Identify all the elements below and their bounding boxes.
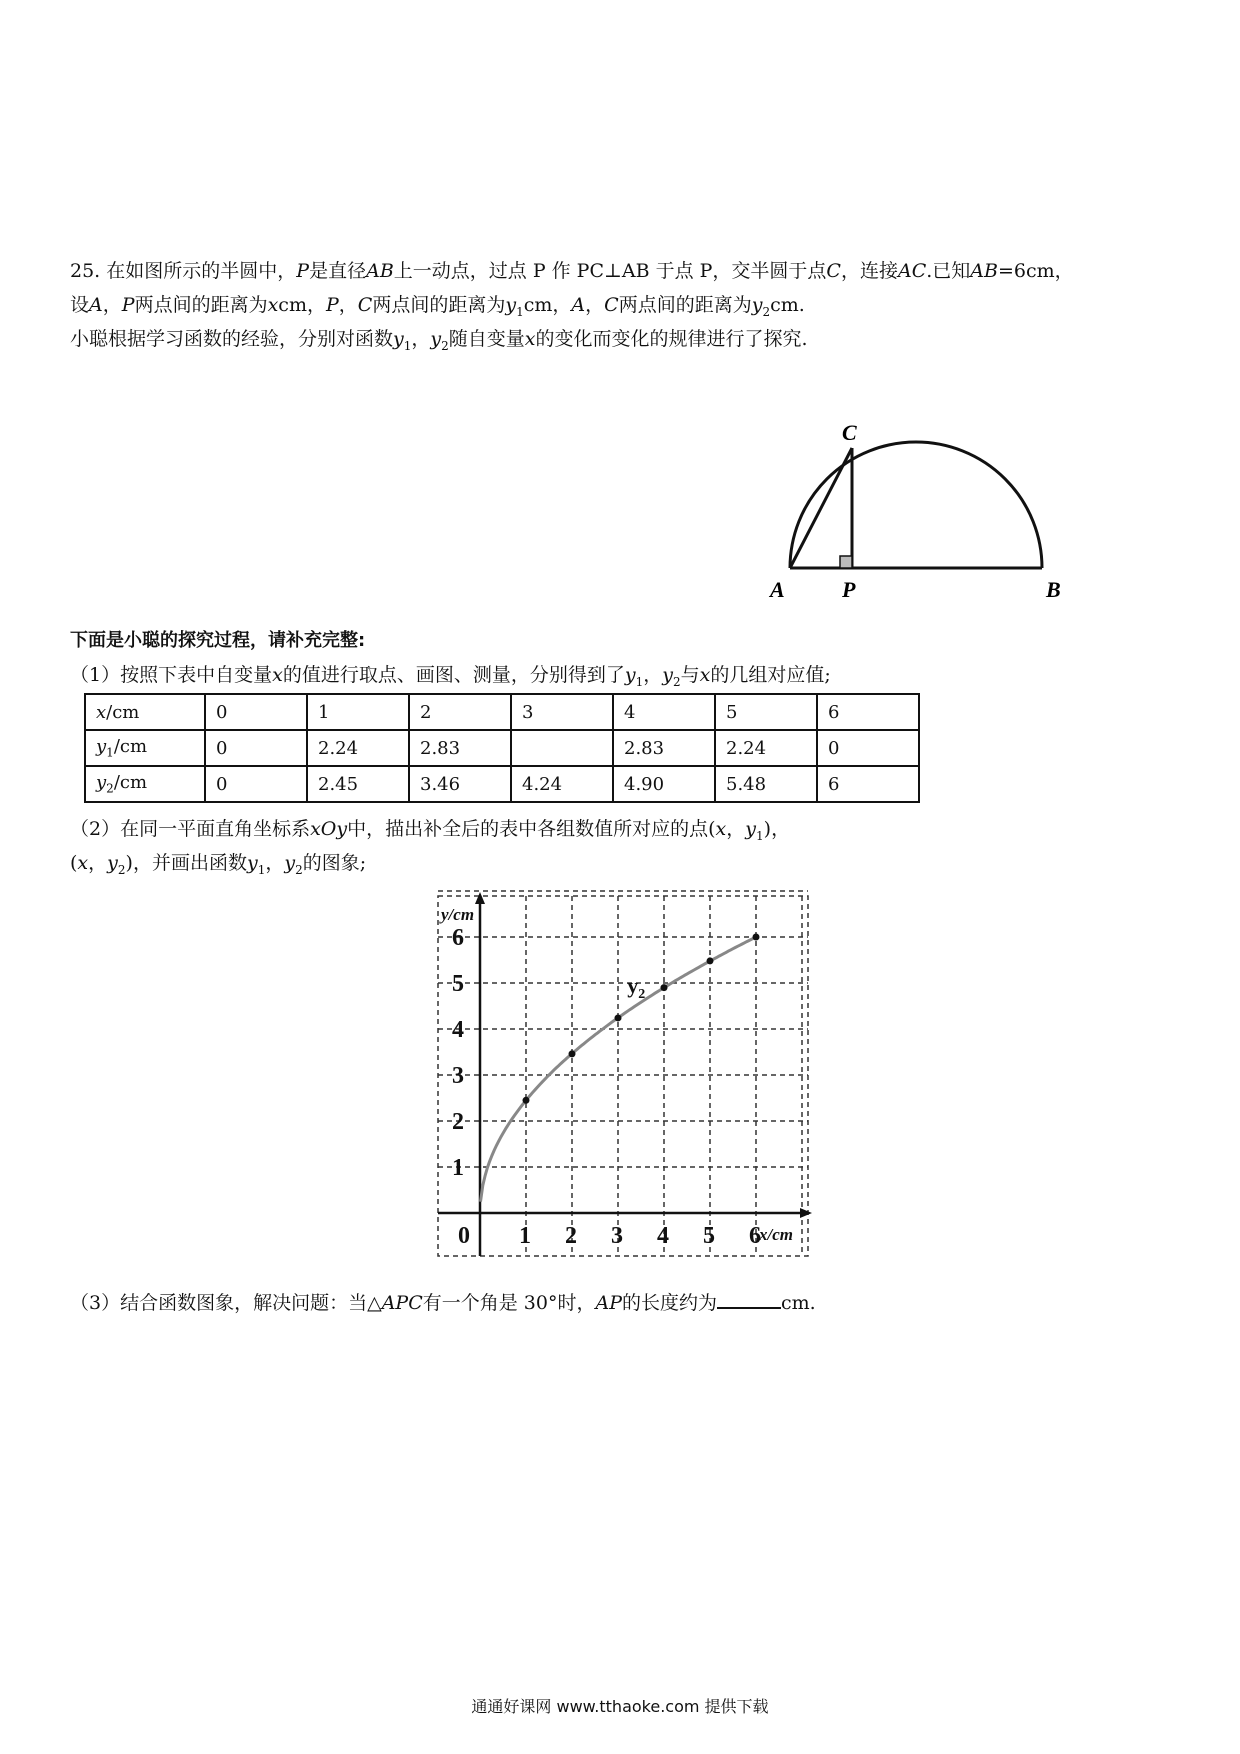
x-axis-label: x/cm	[759, 1225, 793, 1244]
part2-text-line1: （2）在同一平面直角坐标系xOy中，描出补全后的表中各组数值所对应的点(x，$y_1$)，	[70, 818, 791, 843]
table-cell: 3.46	[409, 766, 511, 802]
label-P: P	[842, 577, 856, 602]
y-tick-label: 4	[452, 1017, 464, 1043]
table-row-y2	[85, 766, 919, 802]
label-A: A	[770, 577, 785, 602]
x-tick-label: 6	[749, 1223, 761, 1249]
table-cell: 2.45	[307, 766, 409, 802]
x-tick-label: 2	[565, 1223, 577, 1249]
data-point	[523, 1097, 530, 1104]
table-cell: 0	[817, 730, 919, 766]
part3-text: （3）结合函数图象，解决问题：当△APC有一个角是 30°时，AP的长度约为 cm.	[70, 1288, 816, 1315]
table-cell: 2.83	[409, 730, 511, 766]
table-cell: 6	[817, 694, 919, 730]
x-tick-label: 5	[703, 1223, 715, 1249]
table-cell: 4.90	[613, 766, 715, 802]
table-cell: 2	[409, 694, 511, 730]
label-C: C	[842, 420, 857, 445]
section-heading: 下面是小聪的探究过程，请补充完整:	[70, 630, 366, 651]
table-cell: 3	[511, 694, 613, 730]
x-tick-label: 1	[519, 1223, 531, 1249]
y-tick-label: 2	[452, 1109, 464, 1135]
semicircle-figure	[750, 420, 1090, 610]
y-axis-arrow	[475, 892, 485, 904]
table-cell: 2.83	[613, 730, 715, 766]
grid-frame	[438, 896, 808, 1256]
data-point	[569, 1050, 576, 1057]
y-tick-label: 1	[452, 1155, 464, 1181]
semicircle-arc	[790, 442, 1042, 568]
x-tick-label: 4	[657, 1223, 669, 1249]
x-axis-arrow	[800, 1208, 812, 1218]
table-cell: 0	[205, 730, 307, 766]
series-label-y2: $y_2$	[627, 973, 646, 1002]
series-label-subscript: 2	[638, 987, 646, 1002]
y-tick-label: 3	[452, 1063, 464, 1089]
x-tick-label: 3	[611, 1223, 623, 1249]
table-cell: 2.24	[307, 730, 409, 766]
data-point	[661, 984, 668, 991]
y-axis-label: y/cm	[441, 905, 475, 924]
table-cell: 5	[715, 694, 817, 730]
table-cell: 0	[205, 766, 307, 802]
table-cell-blank	[511, 730, 613, 766]
table-row-y1	[85, 730, 919, 766]
part1-text: （1）按照下表中自变量x的值进行取点、画图、测量，分别得到了$y_1$，$y_2$与x的几组对应值;	[70, 664, 831, 689]
table-cell: 4	[613, 694, 715, 730]
row-header-y1: $y_1/cm$	[85, 730, 205, 766]
problem-number: 25.	[70, 260, 101, 282]
data-point	[615, 1014, 622, 1021]
table-cell: 0	[205, 694, 307, 730]
part2-text-line2: (x，$y_2$)，并画出函数$y_1$，$y_2$的图象;	[70, 852, 367, 877]
y-tick-label: 5	[452, 971, 464, 997]
x-tick-label: 0	[458, 1223, 470, 1249]
function-graph	[430, 888, 820, 1268]
footer-credit: 通通好课网 www.tthaoke.com 提供下载	[471, 1697, 769, 1716]
y-tick-label: 6	[452, 925, 464, 951]
label-B: B	[1046, 577, 1061, 602]
table-cell: 2.24	[715, 730, 817, 766]
table-cell: 1	[307, 694, 409, 730]
problem-line-1: 25. 在如图所示的半圆中，P是直径AB上一动点，过点 P 作 PC⊥AB 于点 P，交半圆于点C，连接AC.已知AB=6cm，	[70, 260, 1074, 282]
problem-line-3: 小聪根据学习函数的经验，分别对函数$y_1$，$y_2$随自变量x的变化而变化的规律进行了探究.	[70, 328, 808, 353]
value-table	[84, 693, 920, 803]
segment-AC	[790, 448, 852, 568]
table-row-x	[85, 694, 919, 730]
answer-blank[interactable]	[717, 1289, 781, 1309]
right-angle-mark	[840, 556, 852, 568]
data-point	[707, 957, 714, 964]
data-point	[753, 934, 760, 941]
problem-line-2: 设A，P两点间的距离为xcm，P，C两点间的距离为$y_1cm$，A，C两点间的距离为$y_2cm$.	[70, 294, 805, 319]
row-header-y2: $y_2/cm$	[85, 766, 205, 802]
table-cell: 6	[817, 766, 919, 802]
row-header-x: x/cm	[85, 694, 205, 730]
table-cell: 5.48	[715, 766, 817, 802]
table-cell: 4.24	[511, 766, 613, 802]
